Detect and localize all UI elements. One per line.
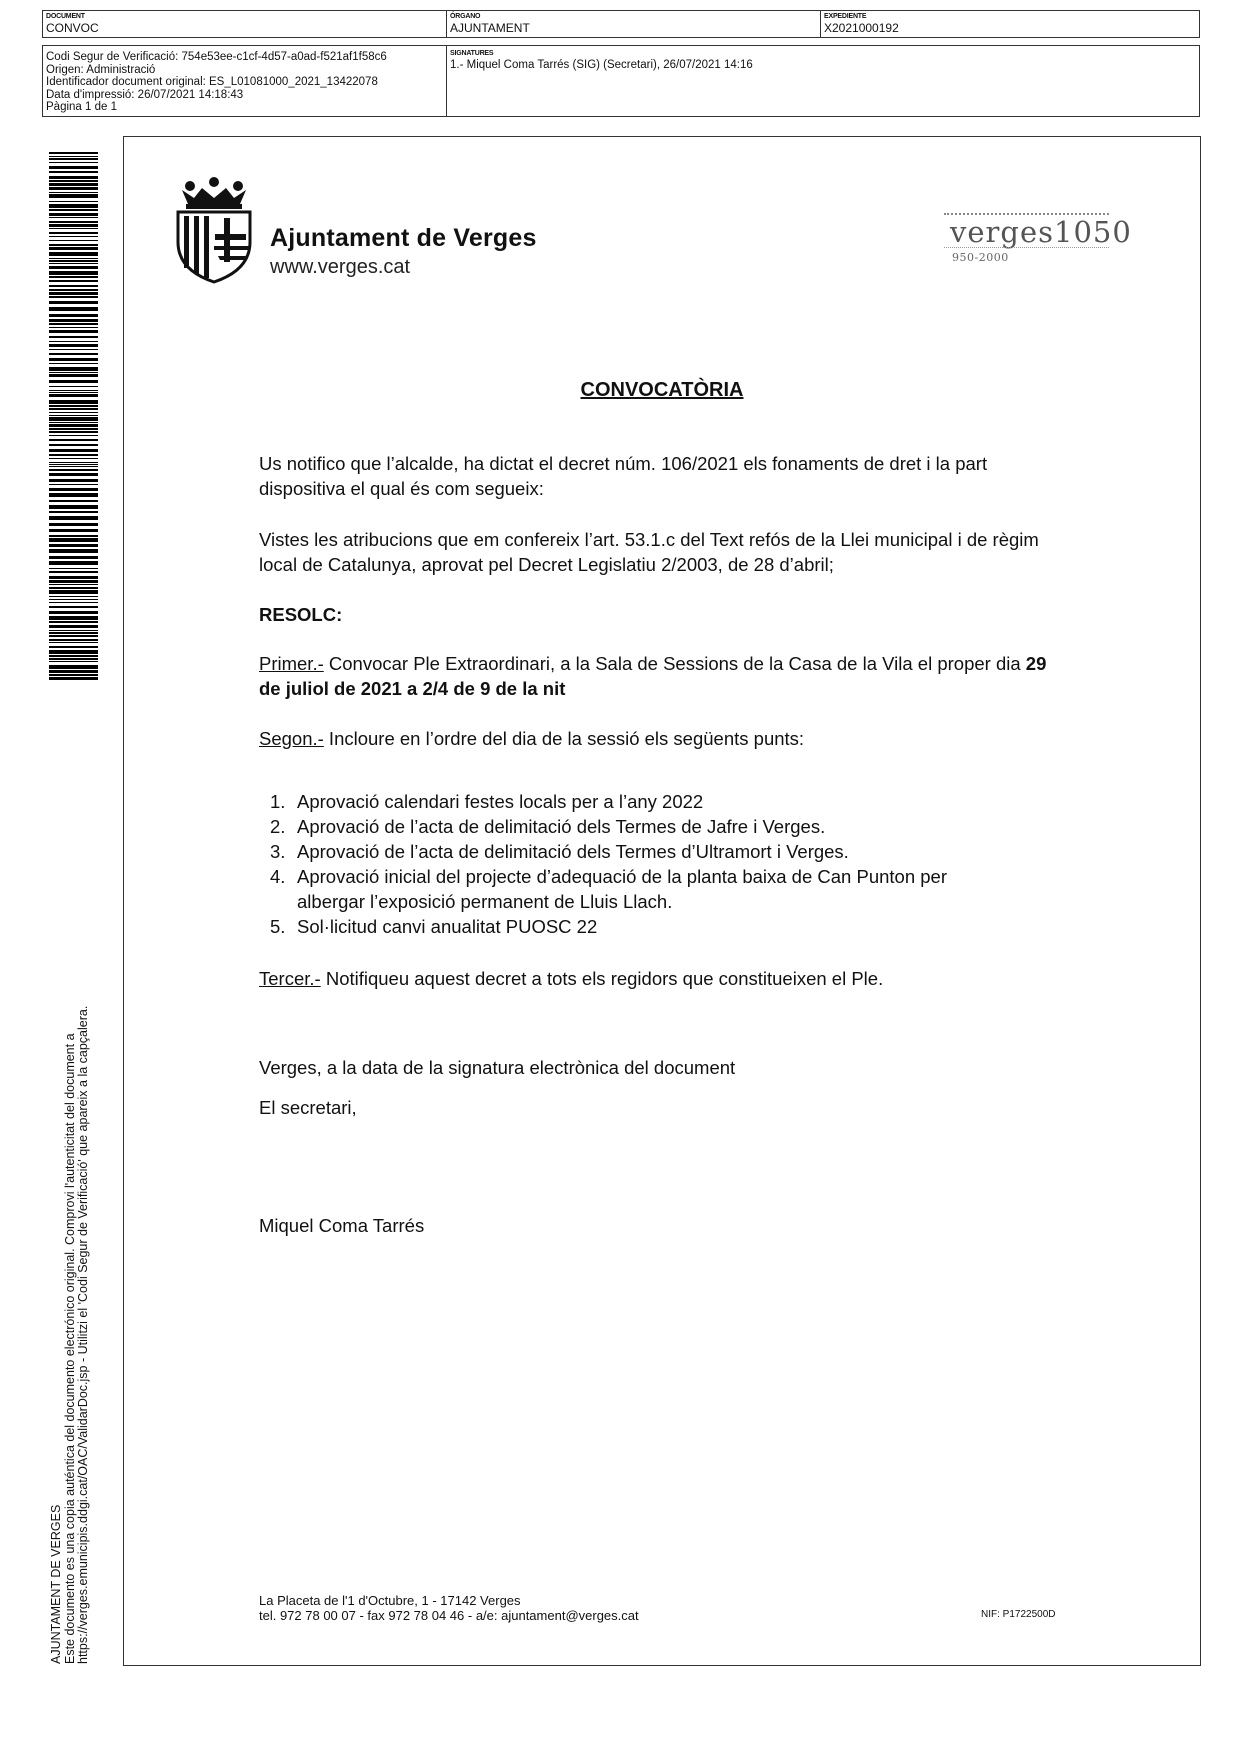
barcode-bar — [49, 390, 98, 391]
barcode-bar — [49, 307, 98, 311]
authenticity-side-text — [50, 924, 91, 1664]
barcode-bar — [49, 646, 98, 648]
resolc-heading: RESOLC: — [259, 604, 343, 625]
barcode-bar — [49, 616, 98, 620]
signer-name: Miquel Coma Tarrés — [259, 1215, 425, 1236]
barcode-bar — [49, 374, 98, 377]
barcode-bar — [49, 292, 98, 295]
barcode-bar — [49, 428, 98, 430]
barcode-bar — [49, 314, 98, 317]
barcode-bar — [49, 650, 98, 654]
signature-entry: 1.- Miquel Coma Tarrés (SIG) (Secretari), 26/07/2021 14:16 — [450, 59, 753, 71]
barcode-bar — [49, 412, 98, 413]
barcode-bar — [49, 319, 98, 322]
barcode-bar — [49, 642, 98, 643]
side-text-line-1: AJUNTAMENT DE VERGES — [49, 1504, 63, 1664]
barcode-bar — [49, 590, 98, 594]
barcode-bar — [49, 232, 98, 234]
signer-role: El secretari, — [259, 1097, 357, 1118]
logo-bottom-rule — [944, 247, 1109, 248]
tercer-label: Tercer.- — [259, 968, 321, 989]
verification-cell — [43, 46, 447, 116]
barcode-bar — [49, 639, 98, 641]
intro-paragraph: Us notifico que l’alcalde, ha dictat el decret núm. 106/2021 els fonaments de dret i la part dispositiva el qual és com segueix: — [259, 453, 988, 499]
barcode-bar — [49, 655, 98, 657]
barcode-bar — [49, 296, 98, 298]
brand-text: verges1050 — [950, 215, 1132, 249]
barcode-bar — [49, 444, 98, 446]
place-date: Verges, a la data de la signatura electrònica del document — [259, 1057, 736, 1078]
barcode-bar — [49, 183, 98, 186]
page-count: Pàgina 1 de 1 — [46, 101, 117, 113]
barcode-bar — [49, 535, 98, 537]
legal-basis-paragraph: Vistes les atribucions que em confereix l’art. 53.1.c del Text refós de la Llei municipal i de règim local de Catalunya, aprovat pel Decret Legislatiu 2/2003, de 28 d’abril; — [259, 529, 1039, 575]
organo-value: AJUNTAMENT — [450, 21, 530, 35]
list-item: 1. Aprovació calendari festes locals per a l’any 2022 — [270, 791, 704, 812]
verges1050-logo — [944, 211, 1132, 271]
barcode-bar — [49, 276, 98, 278]
barcode-bar — [49, 209, 98, 211]
list-item: 3. Aprovació de l’acta de delimitació dels Termes d’Ultramort i Verges. — [270, 841, 849, 862]
barcode-bar — [49, 353, 98, 355]
barcode-bar — [49, 336, 98, 338]
barcode-bar — [49, 571, 98, 573]
primer-text: Convocar Ple Extraordinari, a la Sala de Sessions de la Casa de la Vila el proper dia — [323, 653, 1026, 674]
barcode-bar — [49, 349, 98, 350]
expedient-label: EXPEDIENTE — [824, 13, 867, 20]
barcode-bar — [49, 464, 98, 465]
barcode-bar — [49, 431, 98, 433]
barcode-bar — [49, 271, 98, 275]
barcode-bar — [49, 258, 98, 259]
footer-address — [259, 1593, 639, 1623]
barcode-bar — [49, 408, 98, 410]
signatures-cell — [447, 46, 1199, 116]
barcode-bar — [49, 458, 98, 459]
barcode-bar — [49, 386, 98, 387]
barcode-bar — [49, 596, 98, 597]
barcode-bar — [49, 187, 98, 190]
barcode-bar — [49, 606, 98, 608]
barcode-bar — [49, 363, 98, 364]
expedient-cell — [821, 11, 1199, 37]
barcode-bar — [49, 301, 98, 305]
org-url: www.verges.cat — [270, 256, 411, 278]
barcode-bar — [49, 244, 98, 246]
barcode-bar — [49, 635, 98, 637]
document-page — [123, 136, 1201, 1666]
barcode-bar — [49, 252, 98, 256]
barcode-bar — [49, 500, 98, 502]
barcode-bar — [49, 263, 98, 264]
barcode-bar — [49, 632, 98, 634]
barcode-bar — [49, 405, 98, 407]
barcode-bar — [49, 516, 98, 520]
barcode-bar — [49, 529, 98, 532]
address-line: La Placeta de l'1 d'Octubre, 1 - 17142 Verges — [259, 1593, 521, 1608]
barcode-bar — [49, 192, 98, 193]
footer-nif: NIF: P1722500D — [981, 1609, 1056, 1620]
barcode-bar — [49, 213, 98, 216]
barcode-bar — [49, 158, 98, 160]
barcode-bar — [49, 505, 98, 509]
signatures-label: SIGNATURES — [450, 50, 494, 57]
barcode-bar — [49, 556, 98, 559]
barcode-bar — [49, 435, 98, 436]
csv-code: Codi Segur de Verificació: 754e53ee-c1cf-4d57-a0ad-f521af1f58c6 — [46, 51, 387, 63]
barcode-bar — [49, 454, 98, 456]
barcode-bar — [49, 289, 98, 291]
barcode-bar — [49, 511, 98, 513]
barcode-bar — [49, 665, 98, 669]
barcode-bar — [49, 658, 98, 660]
barcode-bar — [49, 488, 98, 491]
organo-cell — [447, 11, 821, 37]
barcode-bar — [49, 392, 98, 393]
barcode-bar — [49, 327, 98, 328]
origin-text: Origen: Administració — [46, 63, 156, 76]
barcode-bar — [49, 587, 98, 589]
barcode-bar — [49, 439, 98, 441]
print-date: Data d'impressió: 26/07/2021 14:18:43 — [46, 88, 244, 101]
barcode-bar — [49, 462, 98, 463]
barcode-bar — [49, 380, 98, 383]
header-verification-row — [42, 45, 1200, 117]
contact-line: tel. 972 78 00 07 - fax 972 78 04 46 - a/e: ajuntament@verges.cat — [259, 1608, 639, 1623]
agenda-list — [259, 789, 1059, 939]
barcode-bar — [49, 466, 98, 467]
barcode-bar — [49, 611, 98, 614]
document-value: CONVOC — [46, 21, 99, 35]
barcode-bar — [49, 523, 98, 526]
document-label: DOCUMENT — [46, 13, 85, 20]
barcode-bar — [49, 417, 98, 421]
barcode-bar — [49, 280, 98, 282]
list-item: 5. Sol·licitud canvi anualitat PUOSC 22 — [270, 916, 598, 937]
barcode-bar — [49, 677, 98, 680]
brand-years: 950-2000 — [952, 251, 1009, 264]
organo-label: ÓRGANO — [450, 13, 481, 20]
original-id: Identificador document original: ES_L01081000_2021_13422078 — [46, 76, 378, 88]
barcode — [49, 152, 98, 682]
barcode-bar — [49, 247, 98, 250]
list-item: 2. Aprovació de l’acta de delimitació dels Termes de Jafre i Verges. — [270, 816, 826, 837]
barcode-bar — [49, 422, 98, 423]
primer-label: Primer.- — [259, 653, 324, 674]
tercer-text: Notifiqueu aquest decret a tots els regidors que constitueixen el Ple. — [320, 968, 884, 989]
barcode-bar — [49, 621, 98, 623]
barcode-bar — [49, 285, 98, 287]
barcode-bar — [49, 661, 98, 662]
primer-paragraph — [259, 651, 1059, 701]
barcode-bar — [49, 549, 98, 553]
barcode-bar — [49, 670, 98, 673]
barcode-bar — [49, 415, 98, 416]
barcode-bar — [49, 602, 98, 603]
barcode-bar — [49, 330, 98, 333]
barcode-bar — [49, 224, 98, 227]
barcode-bar — [49, 400, 98, 404]
primer-date: 29 de juliol de 2021 a 2/4 de 9 de la nit — [259, 653, 1047, 699]
barcode-bar — [49, 260, 98, 262]
barcode-bar — [49, 162, 98, 163]
barcode-bar — [49, 449, 98, 452]
barcode-bar — [49, 584, 98, 585]
segon-paragraph — [259, 726, 1059, 751]
barcode-bar — [49, 580, 98, 583]
barcode-bar — [49, 266, 98, 269]
segon-text: Incloure en l’ordre del dia de la sessió els següents punts: — [323, 728, 805, 749]
barcode-bar — [49, 625, 98, 629]
barcode-bar — [49, 152, 98, 154]
expedient-value: X2021000192 — [824, 21, 899, 35]
letterhead — [174, 174, 624, 284]
document-title: CONVOCATÒRIA — [580, 379, 744, 401]
barcode-bar — [49, 674, 98, 676]
side-text-line-3: https://verges.emunicipis.ddgi.cat/OAC/ValidarDoc.jsp - Utilitzi el 'Codi Segur de Verificació' que apareix a la capçalera. — [76, 1005, 90, 1664]
barcode-bar — [49, 568, 98, 569]
barcode-bar — [49, 217, 98, 218]
barcode-bar — [49, 236, 98, 237]
barcode-bar — [49, 228, 98, 229]
barcode-bar — [49, 344, 98, 347]
barcode-bar — [49, 323, 98, 325]
barcode-bar — [49, 599, 98, 600]
barcode-bar — [49, 367, 98, 371]
barcode-bar — [49, 194, 98, 198]
barcode-bar — [49, 156, 98, 157]
barcode-bar — [49, 240, 98, 241]
barcode-bar — [49, 166, 98, 169]
barcode-bar — [49, 201, 98, 202]
barcode-bar — [49, 372, 98, 373]
barcode-bar — [49, 630, 98, 631]
barcode-bar — [49, 394, 98, 397]
barcode-bar — [49, 469, 98, 471]
barcode-bar — [49, 484, 98, 485]
barcode-bar — [49, 358, 98, 361]
side-text-line-2: Este documento es una copia auténtica del documento electrónico original. Comprovi l'autenticitat del document a — [62, 1033, 77, 1664]
barcode-bar — [49, 221, 98, 223]
barcode-bar — [49, 180, 98, 182]
barcode-bar — [49, 493, 98, 497]
barcode-bar — [49, 473, 98, 476]
segon-label: Segon.- — [259, 728, 324, 749]
coat-of-arms-icon — [174, 174, 254, 284]
barcode-bar — [49, 576, 98, 579]
barcode-bar — [49, 479, 98, 482]
document-cell — [43, 11, 447, 37]
barcode-bar — [49, 204, 98, 208]
org-name: Ajuntament de Verges — [270, 224, 537, 252]
barcode-bar — [49, 341, 98, 342]
barcode-bar — [49, 538, 98, 542]
barcode-bar — [49, 561, 98, 565]
barcode-bar — [49, 176, 98, 179]
barcode-bar — [49, 544, 98, 547]
tercer-paragraph — [259, 966, 1059, 991]
barcode-bar — [49, 171, 98, 173]
header-metadata-row — [42, 10, 1200, 38]
barcode-bar — [49, 424, 98, 427]
list-item: 4. Aprovació inicial del projecte d’adequació de la planta baixa de Can Punton per albergar l’exposició permanent de Lluis Llach. — [270, 866, 947, 912]
